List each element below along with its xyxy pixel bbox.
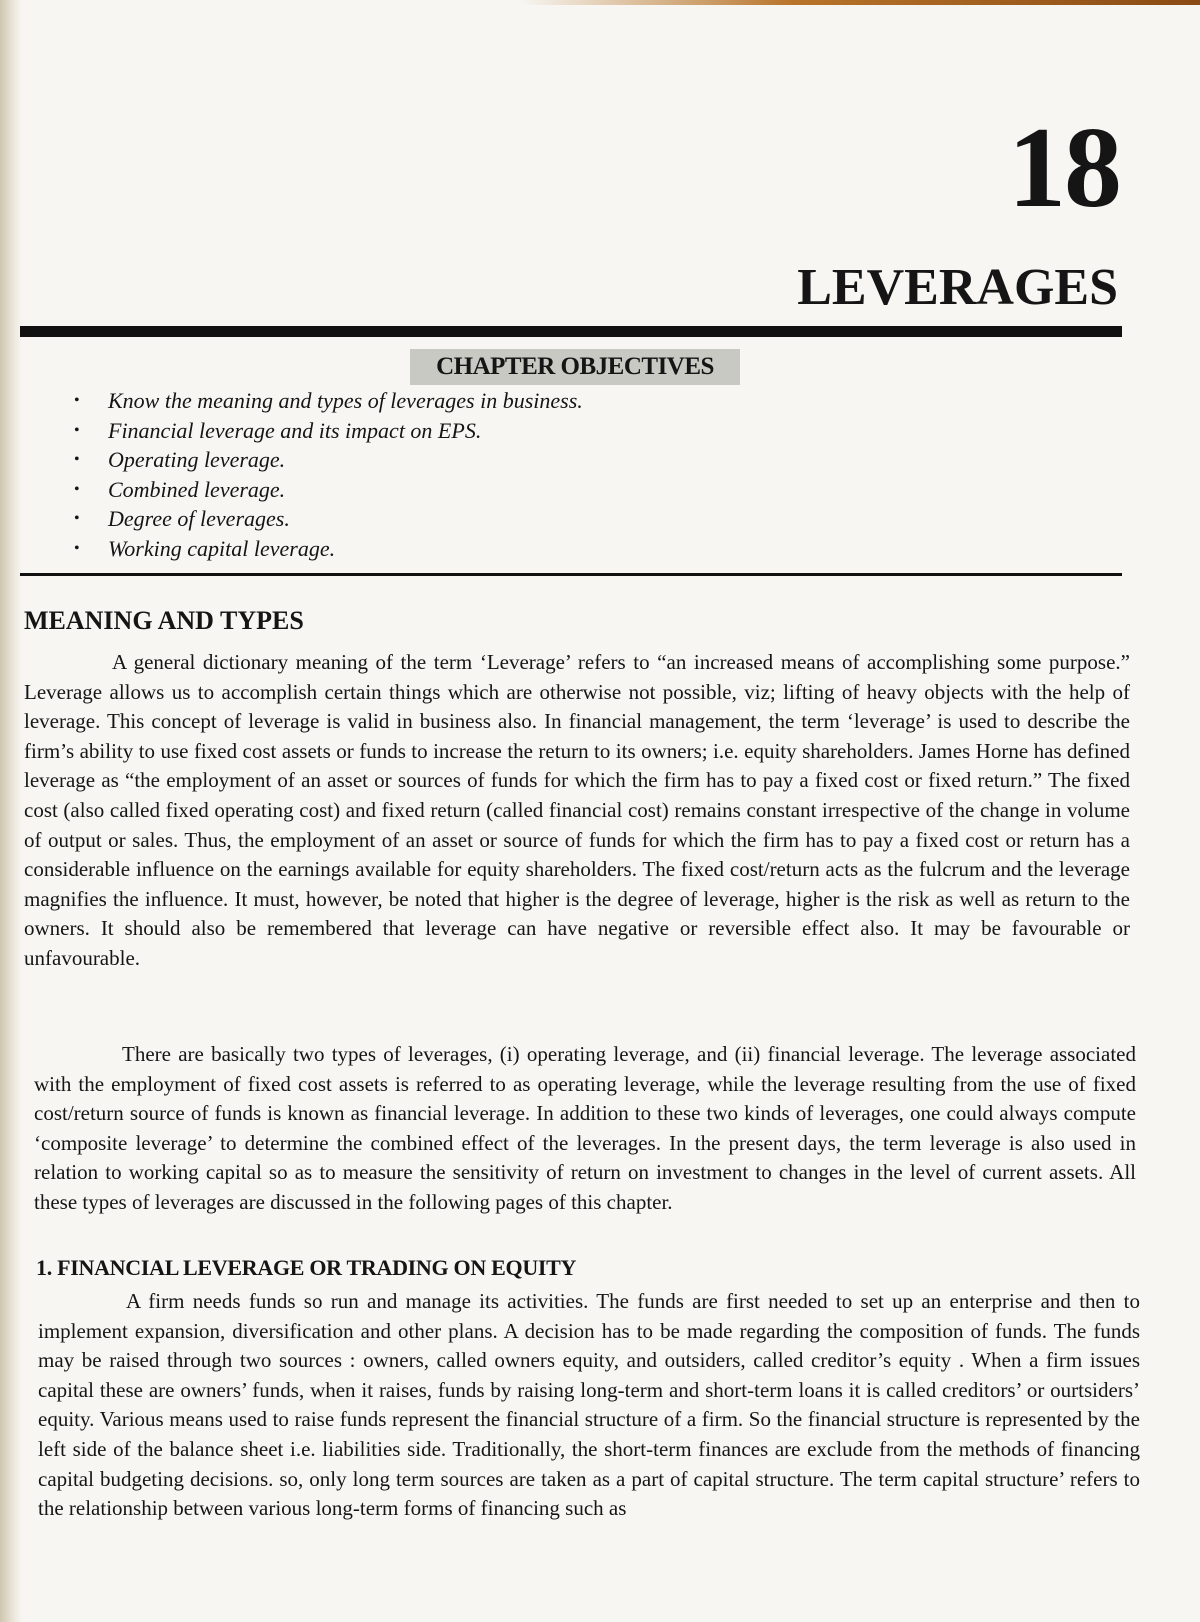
section-heading-meaning: MEANING AND TYPES — [24, 606, 304, 635]
body-paragraph: A general dictionary meaning of the term ‘Leverage’ refers to “an increased means of accomplishing some purpose.” Leverage allows us to accomplish certain things which are otherwise not possible, viz; lifting of heavy objects with the help of leverage. This concept of leverage is valid in business also. In financial management, the term ‘leverage’ is used to describe the firm’s ability to use fixed cost assets or funds to increase the return to its owners; i.e. equity shareholders. James Horne has defined leverage as “the employment of an asset or sources of funds for which the firm has to pay a fixed cost or fixed return.” The fixed cost (also called fixed operating cost) and fixed return (called financial cost) remains constant irrespective of the change in volume of output or sales. Thus, the employment of an asset or source of funds for which the firm has to pay a fixed cost or return has a considerable influence on the earnings available for equity shareholders. The fixed cost/return acts as the fulcrum and the leverage magnifies the influence. It must, however, be noted that higher is the degree of leverage, higher is the risk as well as return to the owners. It should also be remembered that leverage can have negative or reversible effect also. It may be favourable or unfavourable. — [24, 650, 1130, 970]
bullet-icon: • — [74, 510, 80, 527]
chapter-objectives-banner — [410, 349, 740, 385]
objective-item — [74, 386, 583, 416]
objectives-bottom-rule — [20, 573, 1122, 576]
bullet-icon: • — [74, 392, 80, 409]
page-gutter-shadow — [0, 0, 22, 1622]
objective-item — [74, 534, 583, 564]
body-paragraph: There are basically two types of leverages, (i) operating leverage, and (ii) financial leverage. The leverage associated with the employment of fixed cost assets is referred to as operating leverage, while the leverage resulting from the use of fixed cost/return source of funds is known as financial leverage. In addition to these two kinds of leverages, one could always compute ‘composite leverage’ to determine the combined effect of the leverages. In the present days, the term leverage is also used in relation to working capital so as to measure the sensitivity of return on investment to changes in the level of current assets. All these types of leverages are discussed in the following pages of this chapter. — [34, 1042, 1136, 1214]
objective-item — [74, 416, 583, 446]
objective-text: Degree of leverages. — [108, 506, 290, 531]
chapter-header-rule — [20, 326, 1122, 337]
bullet-icon: • — [74, 480, 80, 498]
chapter-objectives-heading: CHAPTER OBJECTIVES — [436, 353, 714, 380]
page-top-edge — [520, 0, 1200, 5]
objective-text: Know the meaning and types of leverages in business. — [108, 388, 583, 413]
chapter-objectives-list — [74, 386, 583, 563]
objective-text: Working capital leverage. — [108, 535, 336, 561]
objective-item — [74, 445, 583, 475]
objective-text: Financial leverage and its impact on EPS. — [108, 417, 482, 443]
chapter-title: LEVERAGES — [797, 259, 1118, 316]
chapter-number: 18 — [1008, 104, 1120, 232]
objective-text: Combined leverage. — [108, 476, 286, 502]
bullet-icon: • — [74, 451, 80, 468]
bullet-icon: • — [74, 421, 80, 439]
objective-item — [74, 475, 583, 505]
section-heading-financial-leverage: 1. FINANCIAL LEVERAGE OR TRADING ON EQUITY — [36, 1255, 577, 1280]
bullet-icon: • — [74, 539, 80, 557]
body-paragraph: A firm needs funds so run and manage its activities. The funds are first needed to set up an enterprise and then to implement expansion, diversification and other plans. A decision has to be made regarding the composition of funds. The funds may be raised through two sources : owners, called owners equity, and outsiders, called creditor’s equity . When a firm issues capital these are owners’ funds, when it raises, funds by raising long-term and short-term loans it is called creditors’ or ourtsiders’ equity. Various means used to raise funds represent the financial structure of a firm. So the financial structure is represented by the left side of the balance sheet i.e. liabilities side. Traditionally, the short-term finances are exclude from the methods of financing capital budgeting decisions. so, only long term sources are taken as a part of capital structure. The term capital structure’ refers to the relationship between various long-term forms of financing such as — [38, 1289, 1140, 1521]
objective-text: Operating leverage. — [108, 447, 286, 472]
objective-item — [74, 504, 583, 534]
